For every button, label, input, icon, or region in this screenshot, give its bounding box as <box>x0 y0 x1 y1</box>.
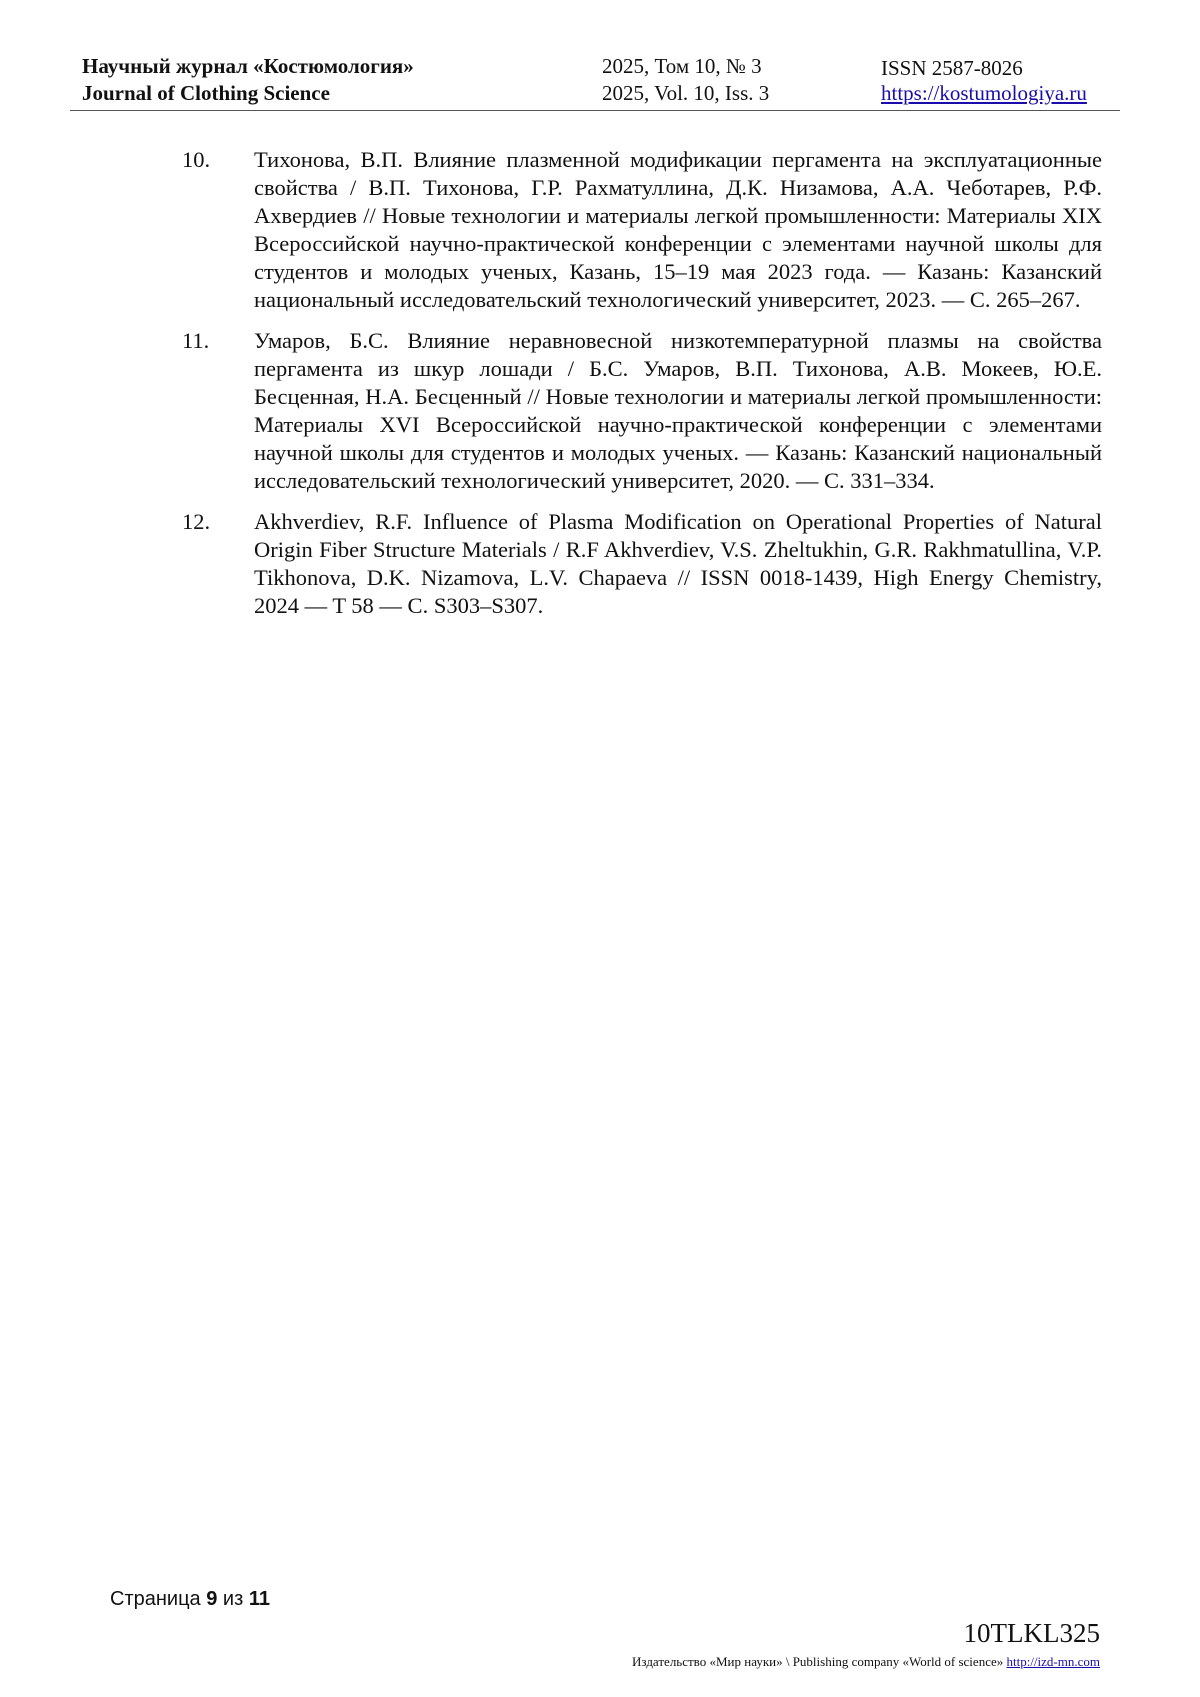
publisher-line <box>632 1654 1100 1670</box>
page-counter <box>110 1588 270 1611</box>
issn: ISSN 2587-8026 <box>881 56 1023 80</box>
reference-text: Тихонова, В.П. Влияние плазменной модификации пергамента на эксплуатационные свойства / В.П. Тихонова, Г.Р. Рахматуллина, Д.К. Низамова, А.А. Чеботарев, Р.Ф. Ахвердиев // Новые технологии и материалы легкой промышленности: Материалы XIX Всероссийской научно-практической конференции с элементами научной школы для студентов и молодых ученых, Казань, 15–19 мая 2023 года. — Казань: Казанский национальный исследовательский технологический университет, 2023. — С. 265–267. <box>254 147 1102 312</box>
reference-number: 11. <box>182 328 210 353</box>
publisher-link[interactable]: http://izd-mn.com <box>1006 1654 1100 1669</box>
reference-item <box>182 327 1102 495</box>
page-header <box>70 56 1120 111</box>
journal-title-en: Journal of Clothing Science <box>82 81 330 105</box>
reference-number: 10. <box>182 147 211 172</box>
reference-text: Умаров, Б.С. Влияние неравновесной низкотемпературной плазмы на свойства пергамента из шкур лошади / Б.С. Умаров, В.П. Тихонова, А.В. Мокеев, Ю.Е. Бесценная, Н.А. Бесценный // Новые технологии и материалы легкой промышленности: Материалы XVI Всероссийской научно-практической конференции с элементами научной школы для студентов и молодых ученых. — Казань: Казанский национальный исследовательский технологический университет, 2020. — С. 331–334. <box>254 328 1102 493</box>
reference-text: Akhverdiev, R.F. Influence of Plasma Modification on Operational Properties of Natural Origin Fiber Structure Materials / R.F Akhverdiev, V.S. Zheltukhin, G.R. Rakhmatullina, V.P. Tikhonova, D.K. Nizamova, L.V. Chapaeva // ISSN 0018-1439, High Energy Chemistry, 2024 — T 58 — C. S303–S307. <box>254 509 1102 618</box>
issue-ru: 2025, Том 10, № 3 <box>602 54 762 78</box>
page-current: 9 <box>206 1588 218 1610</box>
journal-link[interactable]: https://kostumologiya.ru <box>881 81 1087 105</box>
article-code: 10TLKL325 <box>963 1618 1100 1648</box>
reference-item <box>182 146 1102 314</box>
reference-number: 12. <box>182 509 211 534</box>
issue-en: 2025, Vol. 10, Iss. 3 <box>602 81 770 105</box>
page-of: из <box>222 1588 244 1610</box>
reference-item <box>182 508 1102 620</box>
page-total: 11 <box>248 1588 270 1610</box>
journal-title-ru: Научный журнал «Костюмология» <box>82 54 414 78</box>
reference-list <box>182 146 1102 633</box>
page-label: Страница <box>110 1588 201 1610</box>
publisher-text: Издательство «Мир науки» \ Publishing company «World of science» <box>632 1654 1004 1669</box>
